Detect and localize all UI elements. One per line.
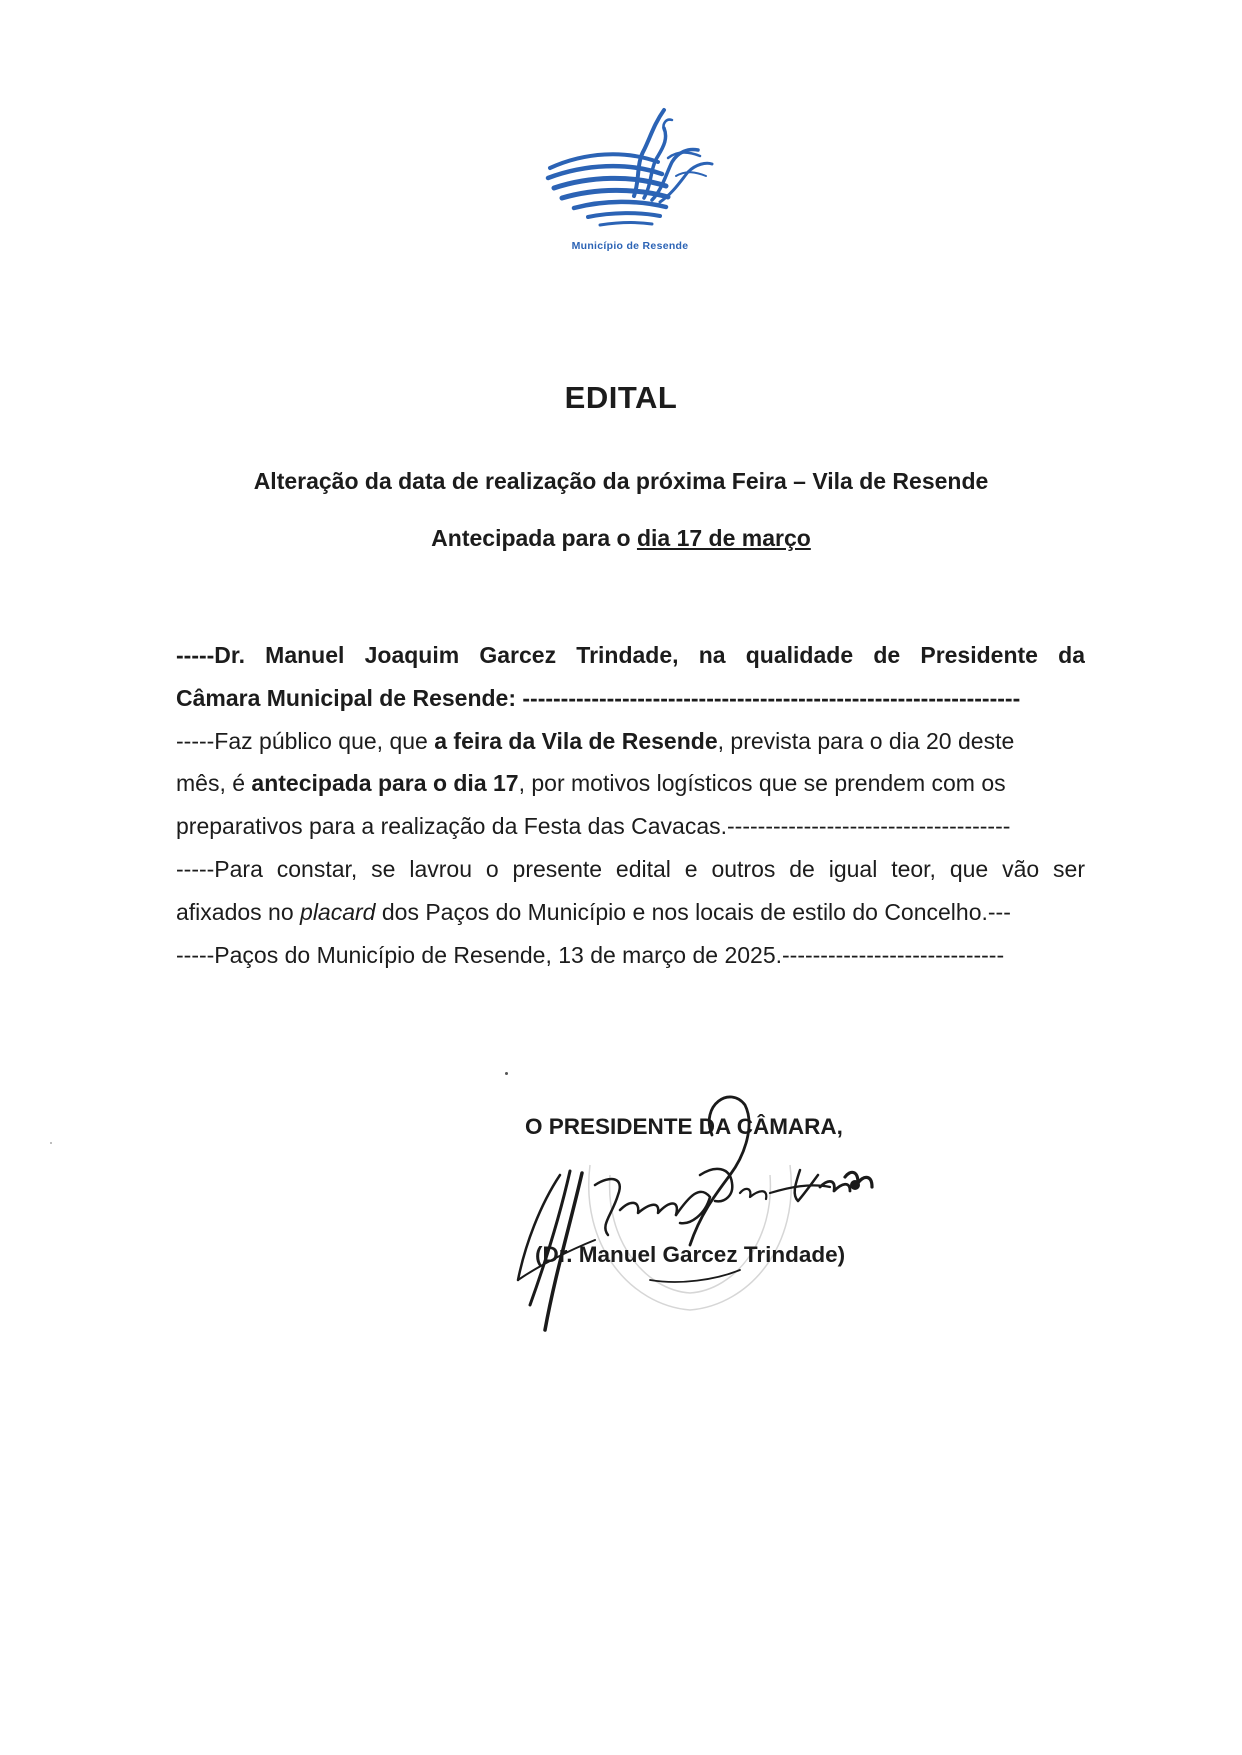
signature-title: O PRESIDENTE DA CÂMARA,	[525, 1114, 843, 1139]
logo-caption: Município de Resende	[571, 240, 689, 252]
wave-emblem-icon	[540, 100, 720, 235]
body-line: -----Paços do Município de Resende, 13 de março de 2025.-----------------------------	[176, 941, 1005, 968]
body-text: , por motivos logísticos que se prendem com os	[518, 770, 1006, 797]
municipality-logo	[540, 100, 720, 260]
subtitle-line-2-date: dia 17 de março	[636, 525, 811, 551]
body-text: -----Faz público que, que	[176, 727, 435, 754]
body-text: mês, é	[176, 770, 252, 797]
body-emphasis: a feira da Vila de Resende	[434, 727, 718, 754]
subtitle-line-1: Alteração da data de realização da próxima Feira – Vila de Resende	[253, 468, 989, 494]
scan-speck	[50, 1142, 52, 1144]
body-emphasis: antecipada para o dia 17	[251, 770, 519, 797]
body-line: -----Para constar, se lavrou o presente edital e outros de igual teor, que vão ser	[176, 855, 1085, 882]
subtitle-line-2-prefix: Antecipada para o	[431, 525, 637, 551]
body-line: Câmara Municipal de Resende: -----------------------------------------------------------------	[176, 684, 1021, 711]
body-line: -----Dr. Manuel Joaquim Garcez Trindade, na qualidade de Presidente da	[176, 642, 1085, 668]
body-text: dos Paços do Município e nos locais de estilo do Concelho.---	[375, 898, 1011, 925]
body-text: , prevista para o dia 20 deste	[717, 727, 1015, 754]
body-line	[176, 762, 1085, 805]
subtitle-line-2	[0, 525, 1242, 552]
body-line: preparativos para a realização da Festa das Cavacas.-------------------------------------	[176, 813, 1011, 840]
body-text: afixados no	[176, 898, 301, 925]
edital-body	[176, 634, 1085, 976]
document-title: EDITAL	[564, 380, 678, 415]
signature-block	[525, 1100, 945, 1330]
body-line	[176, 720, 1085, 763]
body-line	[176, 891, 1085, 934]
scan-speck	[505, 1072, 508, 1075]
body-italic: placard	[300, 898, 376, 925]
signatory-name: (Dr. Manuel Garcez Trindade)	[535, 1242, 846, 1267]
